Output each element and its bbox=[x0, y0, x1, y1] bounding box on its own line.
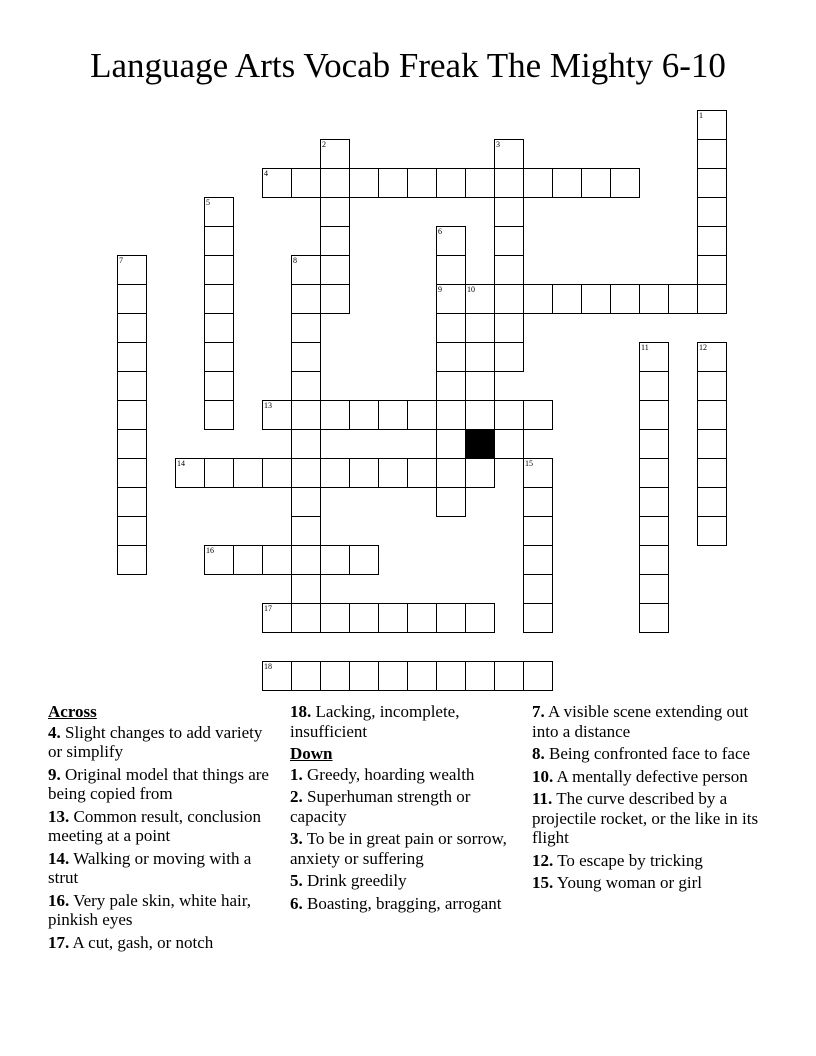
grid-cell[interactable] bbox=[320, 255, 350, 285]
grid-cell[interactable] bbox=[378, 458, 408, 488]
clue-number-label: 5. bbox=[290, 871, 303, 890]
grid-cell[interactable] bbox=[697, 342, 727, 372]
grid-cell[interactable] bbox=[639, 429, 669, 459]
grid-cell[interactable] bbox=[291, 284, 321, 314]
grid-cell[interactable] bbox=[291, 168, 321, 198]
clue-column-2 bbox=[290, 702, 515, 916]
grid-cell[interactable] bbox=[320, 197, 350, 227]
grid-cell[interactable] bbox=[436, 226, 466, 256]
grid-cell[interactable] bbox=[320, 545, 350, 575]
clue-number: 8 bbox=[293, 256, 297, 265]
grid-cell[interactable] bbox=[262, 545, 292, 575]
grid-cell[interactable] bbox=[523, 487, 553, 517]
clue-item bbox=[48, 765, 280, 804]
grid-cell[interactable] bbox=[581, 284, 611, 314]
clue-number-label: 6. bbox=[290, 893, 303, 913]
grid-cell[interactable] bbox=[523, 516, 553, 546]
grid-cell[interactable] bbox=[349, 400, 379, 430]
grid-cell[interactable] bbox=[697, 516, 727, 546]
grid-cell[interactable] bbox=[291, 458, 321, 488]
grid-cell[interactable] bbox=[291, 313, 321, 343]
clue-number-label: 12. bbox=[532, 850, 554, 870]
grid-cell[interactable] bbox=[639, 371, 669, 401]
grid-cell[interactable] bbox=[349, 168, 379, 198]
clue-number: 9 bbox=[438, 285, 442, 294]
clue-number: 17 bbox=[264, 604, 272, 613]
grid-cell[interactable] bbox=[320, 168, 350, 198]
clue-column-1 bbox=[48, 702, 280, 955]
grid-cell[interactable] bbox=[262, 661, 292, 691]
clue-number: 10 bbox=[467, 285, 475, 294]
clue-item bbox=[532, 702, 767, 741]
clue-number-label: 10. bbox=[532, 766, 554, 786]
clue-item bbox=[48, 807, 280, 846]
grid-cell[interactable] bbox=[465, 603, 495, 633]
grid-cell[interactable] bbox=[349, 661, 379, 691]
grid-cell[interactable] bbox=[117, 284, 147, 314]
grid-cell[interactable] bbox=[407, 603, 437, 633]
grid-cell[interactable] bbox=[291, 574, 321, 604]
across-heading: Across bbox=[48, 702, 97, 721]
grid-cell[interactable] bbox=[436, 458, 466, 488]
clue-text: Being confronted face to face bbox=[544, 744, 751, 763]
grid-cell[interactable] bbox=[320, 661, 350, 691]
clue-text: A visible scene extending out into a distance bbox=[532, 702, 749, 741]
grid-cell[interactable] bbox=[204, 342, 234, 372]
grid-cell[interactable] bbox=[436, 371, 466, 401]
clue-number-label: 9. bbox=[48, 764, 61, 784]
grid-cell[interactable] bbox=[291, 603, 321, 633]
grid-cell[interactable] bbox=[639, 342, 669, 372]
clue-text: Common result, conclusion meeting at a point bbox=[48, 806, 261, 845]
grid-cell[interactable] bbox=[639, 574, 669, 604]
clue-number-label: 11. bbox=[532, 789, 553, 808]
grid-cell[interactable] bbox=[291, 516, 321, 546]
grid-cell[interactable] bbox=[465, 400, 495, 430]
clue-column-3 bbox=[532, 702, 767, 896]
grid-cell[interactable] bbox=[378, 400, 408, 430]
grid-cell[interactable] bbox=[639, 545, 669, 575]
grid-cell[interactable] bbox=[465, 284, 495, 314]
clue-number-label: 2. bbox=[290, 787, 303, 806]
grid-cell[interactable] bbox=[204, 197, 234, 227]
clue-item bbox=[48, 723, 280, 762]
grid-cell[interactable] bbox=[291, 371, 321, 401]
grid-cell[interactable] bbox=[204, 284, 234, 314]
clue-item bbox=[290, 787, 515, 826]
clue-number: 11 bbox=[641, 343, 649, 352]
grid-cell[interactable] bbox=[262, 603, 292, 633]
grid-cell[interactable] bbox=[494, 400, 524, 430]
grid-cell[interactable] bbox=[494, 226, 524, 256]
clue-text: Superhuman strength or capacity bbox=[290, 787, 471, 826]
grid-cell[interactable] bbox=[697, 400, 727, 430]
grid-cell[interactable] bbox=[436, 255, 466, 285]
grid-cell[interactable] bbox=[175, 458, 205, 488]
grid-cell[interactable] bbox=[465, 661, 495, 691]
grid-cell[interactable] bbox=[262, 168, 292, 198]
grid-cell[interactable] bbox=[291, 255, 321, 285]
grid-cell[interactable] bbox=[494, 284, 524, 314]
grid-cell[interactable] bbox=[117, 516, 147, 546]
grid-cell[interactable] bbox=[465, 168, 495, 198]
grid-cell[interactable] bbox=[320, 284, 350, 314]
clue-number-label: 13. bbox=[48, 806, 70, 826]
clue-item bbox=[290, 829, 515, 868]
grid-cell[interactable] bbox=[320, 226, 350, 256]
clue-number-label: 15. bbox=[532, 873, 554, 892]
grid-cell[interactable] bbox=[436, 168, 466, 198]
clue-number: 15 bbox=[525, 459, 533, 468]
grid-cell[interactable] bbox=[465, 342, 495, 372]
grid-cell[interactable] bbox=[523, 284, 553, 314]
grid-cell[interactable] bbox=[610, 168, 640, 198]
clue-item bbox=[290, 871, 515, 891]
grid-cell[interactable] bbox=[117, 400, 147, 430]
clue-number-label: 17. bbox=[48, 932, 70, 952]
grid-cell[interactable] bbox=[349, 545, 379, 575]
grid-cell[interactable] bbox=[378, 603, 408, 633]
grid-cell[interactable] bbox=[697, 371, 727, 401]
grid-cell[interactable] bbox=[697, 487, 727, 517]
grid-cell[interactable] bbox=[436, 603, 466, 633]
clue-number: 16 bbox=[206, 546, 214, 555]
grid-cell[interactable] bbox=[204, 255, 234, 285]
black-cell bbox=[465, 429, 495, 459]
clue-text: Lacking, incomplete, insufficient bbox=[290, 702, 460, 741]
clue-item bbox=[532, 873, 767, 893]
grid-cell[interactable] bbox=[639, 458, 669, 488]
grid-cell[interactable] bbox=[697, 197, 727, 227]
clue-number: 4 bbox=[264, 169, 268, 178]
clue-number: 18 bbox=[264, 662, 272, 671]
clue-number: 12 bbox=[699, 343, 707, 352]
grid-cell[interactable] bbox=[117, 255, 147, 285]
clue-text: Original model that things are being copied from bbox=[48, 764, 269, 803]
grid-cell[interactable] bbox=[494, 342, 524, 372]
clue-item bbox=[532, 789, 767, 848]
clue-text: Young woman or girl bbox=[553, 873, 703, 892]
grid-cell[interactable] bbox=[204, 313, 234, 343]
grid-cell[interactable] bbox=[117, 371, 147, 401]
clue-item bbox=[532, 851, 767, 871]
clue-text: Walking or moving with a strut bbox=[48, 848, 252, 887]
clue-number: 3 bbox=[496, 140, 500, 149]
grid-cell[interactable] bbox=[378, 168, 408, 198]
clue-text: Greedy, hoarding wealth bbox=[302, 764, 475, 784]
clue-number: 13 bbox=[264, 401, 272, 410]
grid-cell[interactable] bbox=[639, 516, 669, 546]
clue-text: A mentally defective person bbox=[553, 766, 748, 786]
grid-cell[interactable] bbox=[668, 284, 698, 314]
grid-cell[interactable] bbox=[320, 603, 350, 633]
grid-cell[interactable] bbox=[407, 661, 437, 691]
clue-item bbox=[48, 849, 280, 888]
grid-cell[interactable] bbox=[204, 545, 234, 575]
grid-cell[interactable] bbox=[262, 400, 292, 430]
grid-cell[interactable] bbox=[523, 400, 553, 430]
clue-text: Very pale skin, white hair, pinkish eyes bbox=[48, 890, 251, 929]
grid-cell[interactable] bbox=[117, 342, 147, 372]
clue-item bbox=[290, 894, 515, 914]
grid-cell[interactable] bbox=[436, 313, 466, 343]
grid-cell[interactable] bbox=[465, 458, 495, 488]
clue-number: 1 bbox=[699, 111, 703, 120]
clue-item bbox=[290, 765, 515, 785]
down-heading: Down bbox=[290, 744, 333, 763]
clue-number: 6 bbox=[438, 227, 442, 236]
grid-cell[interactable] bbox=[291, 487, 321, 517]
clue-number: 5 bbox=[206, 198, 210, 207]
grid-cell[interactable] bbox=[494, 168, 524, 198]
clue-text: A cut, gash, or notch bbox=[69, 932, 214, 952]
grid-cell[interactable] bbox=[697, 429, 727, 459]
clue-text: Drink greedily bbox=[302, 871, 407, 890]
grid-cell[interactable] bbox=[494, 661, 524, 691]
clue-number: 7 bbox=[119, 256, 123, 265]
grid-cell[interactable] bbox=[697, 226, 727, 256]
grid-cell[interactable] bbox=[436, 284, 466, 314]
grid-cell[interactable] bbox=[697, 255, 727, 285]
clue-text: Boasting, bragging, arrogant bbox=[302, 893, 502, 913]
grid-cell[interactable] bbox=[523, 661, 553, 691]
grid-cell[interactable] bbox=[291, 545, 321, 575]
grid-cell[interactable] bbox=[349, 458, 379, 488]
grid-cell[interactable] bbox=[262, 458, 292, 488]
clue-item bbox=[290, 702, 515, 741]
grid-cell[interactable] bbox=[320, 458, 350, 488]
grid-cell[interactable] bbox=[291, 400, 321, 430]
grid-cell[interactable] bbox=[697, 139, 727, 169]
clue-item bbox=[48, 933, 280, 953]
clue-text: The curve described by a projectile rocket, or the like in its flight bbox=[532, 789, 759, 847]
grid-cell[interactable] bbox=[378, 661, 408, 691]
clue-number-label: 4. bbox=[48, 722, 61, 742]
grid-cell[interactable] bbox=[494, 197, 524, 227]
grid-cell[interactable] bbox=[117, 313, 147, 343]
grid-cell[interactable] bbox=[320, 139, 350, 169]
grid-cell[interactable] bbox=[291, 429, 321, 459]
clue-text: Slight changes to add variety or simplify bbox=[48, 722, 263, 761]
grid-cell[interactable] bbox=[233, 458, 263, 488]
grid-cell[interactable] bbox=[523, 458, 553, 488]
clue-number-label: 1. bbox=[290, 764, 303, 784]
grid-cell[interactable] bbox=[465, 371, 495, 401]
grid-cell[interactable] bbox=[697, 458, 727, 488]
clue-number-label: 16. bbox=[48, 890, 70, 910]
grid-cell[interactable] bbox=[204, 400, 234, 430]
grid-cell[interactable] bbox=[436, 487, 466, 517]
grid-cell[interactable] bbox=[697, 168, 727, 198]
grid-cell[interactable] bbox=[494, 429, 524, 459]
grid-cell[interactable] bbox=[291, 661, 321, 691]
clue-number-label: 7. bbox=[532, 702, 545, 721]
grid-cell[interactable] bbox=[639, 603, 669, 633]
grid-cell[interactable] bbox=[610, 284, 640, 314]
grid-cell[interactable] bbox=[523, 574, 553, 604]
grid-cell[interactable] bbox=[494, 139, 524, 169]
clue-number-label: 14. bbox=[48, 848, 70, 868]
clue-item bbox=[532, 744, 767, 764]
grid-cell[interactable] bbox=[639, 284, 669, 314]
grid-cell[interactable] bbox=[697, 284, 727, 314]
grid-cell[interactable] bbox=[204, 458, 234, 488]
grid-cell[interactable] bbox=[117, 545, 147, 575]
grid-cell[interactable] bbox=[436, 400, 466, 430]
clue-number: 2 bbox=[322, 140, 326, 149]
grid-cell[interactable] bbox=[320, 400, 350, 430]
grid-cell[interactable] bbox=[494, 255, 524, 285]
grid-cell[interactable] bbox=[581, 168, 611, 198]
clue-number-label: 18. bbox=[290, 702, 312, 721]
grid-cell[interactable] bbox=[494, 313, 524, 343]
grid-cell[interactable] bbox=[407, 458, 437, 488]
grid-cell[interactable] bbox=[436, 661, 466, 691]
grid-cell[interactable] bbox=[523, 603, 553, 633]
grid-cell[interactable] bbox=[552, 168, 582, 198]
grid-cell[interactable] bbox=[639, 487, 669, 517]
grid-cell[interactable] bbox=[291, 342, 321, 372]
grid-cell[interactable] bbox=[436, 342, 466, 372]
grid-cell[interactable] bbox=[204, 371, 234, 401]
clue-text: To be in great pain or sorrow, anxiety or suffering bbox=[290, 829, 507, 868]
grid-cell[interactable] bbox=[523, 168, 553, 198]
grid-cell[interactable] bbox=[436, 429, 466, 459]
clue-text: To escape by tricking bbox=[553, 850, 703, 870]
grid-cell[interactable] bbox=[117, 487, 147, 517]
clue-item bbox=[48, 891, 280, 930]
clue-item bbox=[532, 767, 767, 787]
clue-number-label: 8. bbox=[532, 744, 545, 763]
grid-cell[interactable] bbox=[697, 110, 727, 140]
grid-cell[interactable] bbox=[523, 545, 553, 575]
grid-cell[interactable] bbox=[639, 400, 669, 430]
grid-cell[interactable] bbox=[204, 226, 234, 256]
grid-cell[interactable] bbox=[117, 429, 147, 459]
grid-cell[interactable] bbox=[407, 168, 437, 198]
grid-cell[interactable] bbox=[349, 603, 379, 633]
grid-cell[interactable] bbox=[407, 400, 437, 430]
clue-number: 14 bbox=[177, 459, 185, 468]
page-title: Language Arts Vocab Freak The Mighty 6-10 bbox=[90, 46, 726, 85]
grid-cell[interactable] bbox=[117, 458, 147, 488]
grid-cell[interactable] bbox=[552, 284, 582, 314]
grid-cell[interactable] bbox=[233, 545, 263, 575]
clue-number-label: 3. bbox=[290, 829, 303, 848]
